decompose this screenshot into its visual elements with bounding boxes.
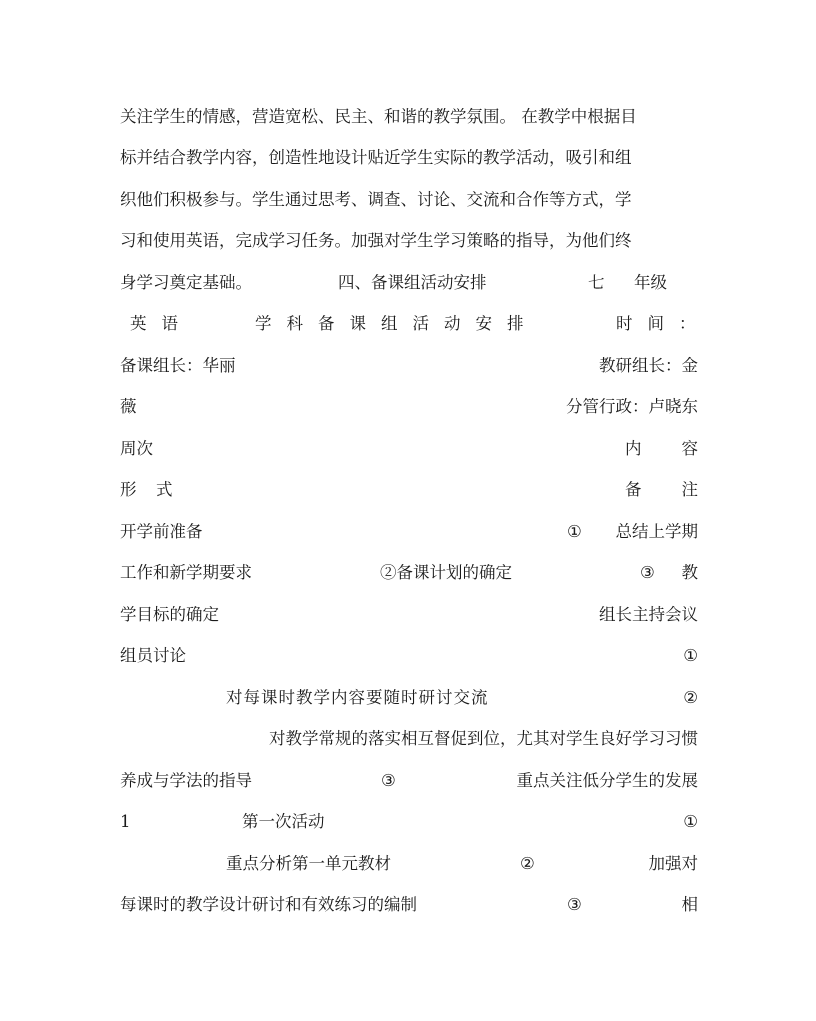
admin-supervisor: 分管行政：卢晓东 [566, 397, 698, 416]
text-line-18 [120, 808, 698, 836]
item-marker: ① [567, 522, 582, 541]
item-marker: ② [520, 854, 535, 873]
text-line-5 [120, 269, 698, 297]
item-marker: ① [683, 812, 698, 831]
content-text: 第一次活动 [242, 812, 325, 831]
text-line-8 [120, 393, 698, 421]
column-header-note-1: 备 [625, 480, 642, 499]
note-text: 养成与学法的指导 [120, 771, 252, 790]
text-line-15 [120, 684, 698, 712]
paragraph-text: 标并结合教学内容，创造性地设计贴近学生实际的教学活动，吸引和组 [120, 148, 632, 167]
item-marker: ③ [381, 771, 396, 790]
content-text: 重点分析第一单元教材 [226, 854, 391, 873]
week-cell: 开学前准备 [120, 522, 203, 541]
content-text: 相 [681, 895, 698, 914]
column-header-content-1: 内 [625, 439, 642, 458]
text-line-2 [120, 144, 698, 172]
grade-number: 七 [588, 273, 605, 292]
text-line-7 [120, 352, 698, 380]
column-header-form-1: 形 [120, 480, 137, 499]
column-header-note-2: 注 [681, 480, 698, 499]
content-text: 每课时的教学设计研讨和有效练习的编制 [120, 895, 417, 914]
schedule-title: 学科备课组活动安排 [255, 314, 539, 333]
form-text: 组员讨论 [120, 646, 186, 665]
item-marker: ③ [567, 895, 582, 914]
text-line-1 [120, 103, 698, 131]
content-text: 学目标的确定 [120, 605, 219, 624]
group-leader: 备课组长：华丽 [120, 356, 236, 375]
text-line-4 [120, 227, 698, 255]
item-marker: ① [683, 646, 698, 665]
research-leader: 教研组长：金 [599, 356, 698, 375]
text-line-20 [120, 891, 698, 919]
text-line-10 [120, 476, 698, 504]
research-leader-name-end: 薇 [120, 397, 137, 416]
form-text: 组长主持会议 [599, 605, 698, 624]
text-line-14 [120, 642, 698, 670]
text-line-3 [120, 186, 698, 214]
paragraph-text: 关注学生的情感，营造宽松、民主、和谐的教学氛围。 在教学中根据目 [120, 107, 637, 126]
time-label: 时间： [616, 314, 711, 333]
column-header-content-2: 容 [681, 439, 698, 458]
content-text: 总结上学期 [615, 522, 698, 541]
paragraph-text: 身学习奠定基础。 [120, 273, 252, 292]
subject-label: 英语 [130, 314, 193, 333]
grade-label: 年级 [634, 273, 667, 292]
content-text: 加强对 [648, 854, 698, 873]
column-header-week: 周次 [120, 439, 153, 458]
item-marker: ③ [640, 563, 655, 582]
note-text: 重点关注低分学生的发展 [516, 771, 698, 790]
content-text: 教 [681, 563, 698, 582]
note-text: 对教学常规的落实相互督促到位，尤其对学生良好学习习惯 [269, 729, 698, 748]
paragraph-text: 织他们积极参与。学生通过思考、调查、讨论、交流和合作等方式，学 [120, 190, 632, 209]
text-line-19 [120, 850, 698, 878]
paragraph-text: 习和使用英语，完成学习任务。加强对学生学习策略的指导，为他们终 [120, 231, 632, 250]
text-line-12 [120, 559, 698, 587]
text-line-6 [120, 310, 711, 338]
text-line-17 [120, 767, 698, 795]
note-text: 对每课时教学内容要随时研讨交流 [226, 688, 489, 707]
item-marker: ② [683, 688, 698, 707]
text-line-9 [120, 435, 698, 463]
text-line-11 [120, 518, 698, 546]
column-header-form-2: 式 [156, 480, 173, 499]
week-cell: 1 [120, 812, 131, 831]
content-text: ②备课计划的确定 [380, 563, 512, 582]
section-heading: 四、备课组活动安排 [338, 273, 487, 292]
content-text: 工作和新学期要求 [120, 563, 252, 582]
text-line-13 [120, 601, 698, 629]
text-line-16 [120, 725, 698, 753]
